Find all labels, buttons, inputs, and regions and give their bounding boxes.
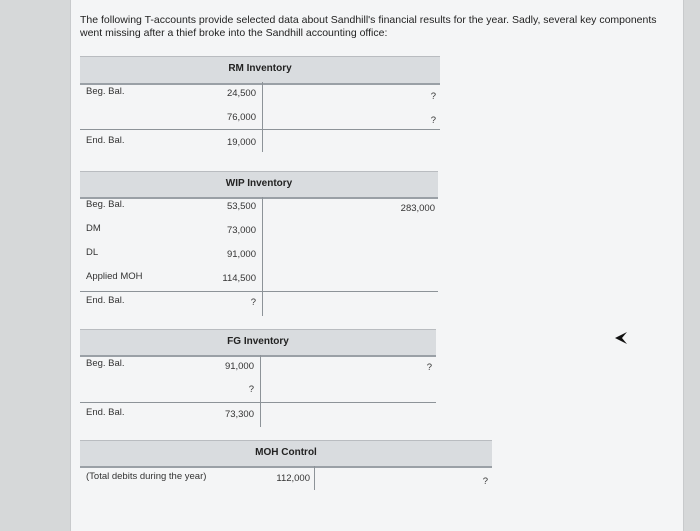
rm-end-label: End. Bal. xyxy=(86,135,125,146)
moh-label: (Total debits during the year) xyxy=(86,471,207,482)
wip-row-label: Applied MOH xyxy=(86,271,143,282)
fg-total-line xyxy=(80,402,436,403)
wip-total-line xyxy=(80,291,438,292)
wip-end-value: ? xyxy=(250,297,256,308)
fg-divider xyxy=(260,355,261,427)
rm-debit-value: 76,000 xyxy=(226,112,256,123)
fg-end-label: End. Bal. xyxy=(86,407,125,418)
fg-end-value: 73,300 xyxy=(224,409,254,420)
wip-row-value: 73,000 xyxy=(226,225,256,236)
wip-row-value: 53,500 xyxy=(226,201,256,212)
mouse-pointer-icon xyxy=(614,331,628,350)
moh-credit-value: ? xyxy=(482,476,488,487)
wip-row-value: 91,000 xyxy=(226,249,256,260)
rm-credit-2: ? xyxy=(430,115,436,126)
moh-debit-value: 112,000 xyxy=(276,473,310,484)
moh-control-title: MOH Control xyxy=(80,440,492,468)
rm-beg-value: 24,500 xyxy=(226,88,256,99)
wip-inventory-title: WIP Inventory xyxy=(80,171,438,199)
fg-credit-value: ? xyxy=(426,362,432,373)
rm-credit-1: ? xyxy=(430,91,436,102)
fg-beg-label: Beg. Bal. xyxy=(86,358,125,369)
rm-end-value: 19,000 xyxy=(226,137,256,148)
wip-end-label: End. Bal. xyxy=(86,295,125,306)
wip-credit-value: 283,000 xyxy=(400,203,435,214)
fg-inventory-title: FG Inventory xyxy=(80,329,436,357)
moh-divider xyxy=(314,466,315,490)
rm-beg-label: Beg. Bal. xyxy=(86,86,125,97)
rm-divider xyxy=(262,82,263,152)
wip-row-value: 114,500 xyxy=(222,273,256,284)
wip-row-label: DM xyxy=(86,223,101,234)
intro-text: The following T-accounts provide selected data about Sandhill's financial results for the year. Sadly, several key components went missing after a thief broke into the Sandhill accounting office: xyxy=(80,14,657,39)
fg-beg-value: 91,000 xyxy=(224,361,254,372)
rm-total-line xyxy=(80,129,440,130)
rm-inventory-title: RM Inventory xyxy=(80,56,440,85)
fg-debit-value: ? xyxy=(248,384,254,395)
wip-divider xyxy=(262,197,263,316)
wip-row-label: Beg. Bal. xyxy=(86,199,125,210)
wip-row-label: DL xyxy=(86,247,99,258)
